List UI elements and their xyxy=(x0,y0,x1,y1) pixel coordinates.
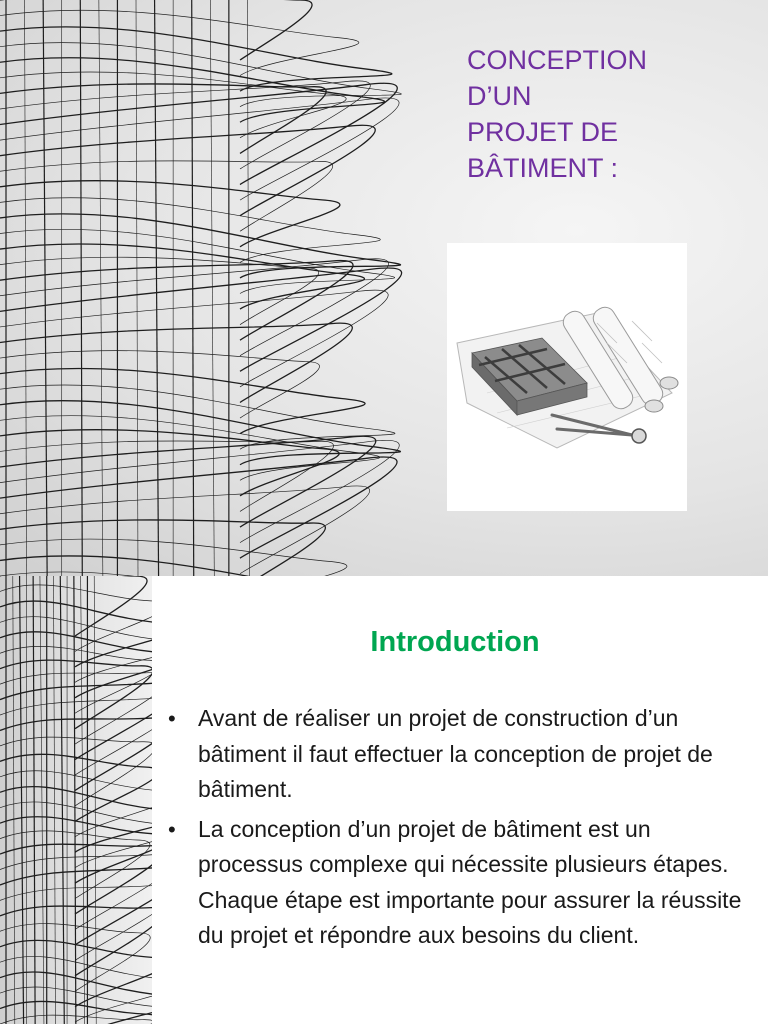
wireframe-strip xyxy=(0,576,152,1024)
bullet-dot-icon: • xyxy=(168,706,176,731)
bullet-text: La conception d’un projet de bâtiment est un processus complexe qui nécessite plusieurs étapes. Chaque étape est importante pour assurer la réussite du projet et répondre aux besoins du client. xyxy=(198,815,742,948)
bullet-item xyxy=(166,812,756,954)
bullet-list xyxy=(166,701,756,958)
bullet-text: Avant de réaliser un projet de construction d’un bâtiment il faut effectuer la conception de projet de bâtiment. xyxy=(198,705,713,802)
wireframe-building-icon xyxy=(0,576,152,1024)
blueprint-with-3d-floorplan-and-compass-icon xyxy=(447,243,687,511)
wireframe-building-icon xyxy=(0,0,440,576)
bullet-item xyxy=(166,701,756,808)
intro-heading: Introduction xyxy=(370,626,540,658)
bullet-dot-icon: • xyxy=(168,816,176,842)
slide-title: CONCEPTION D’UN PROJET DE BÂTIMENT : xyxy=(467,45,648,183)
blueprint-illustration xyxy=(447,243,687,511)
